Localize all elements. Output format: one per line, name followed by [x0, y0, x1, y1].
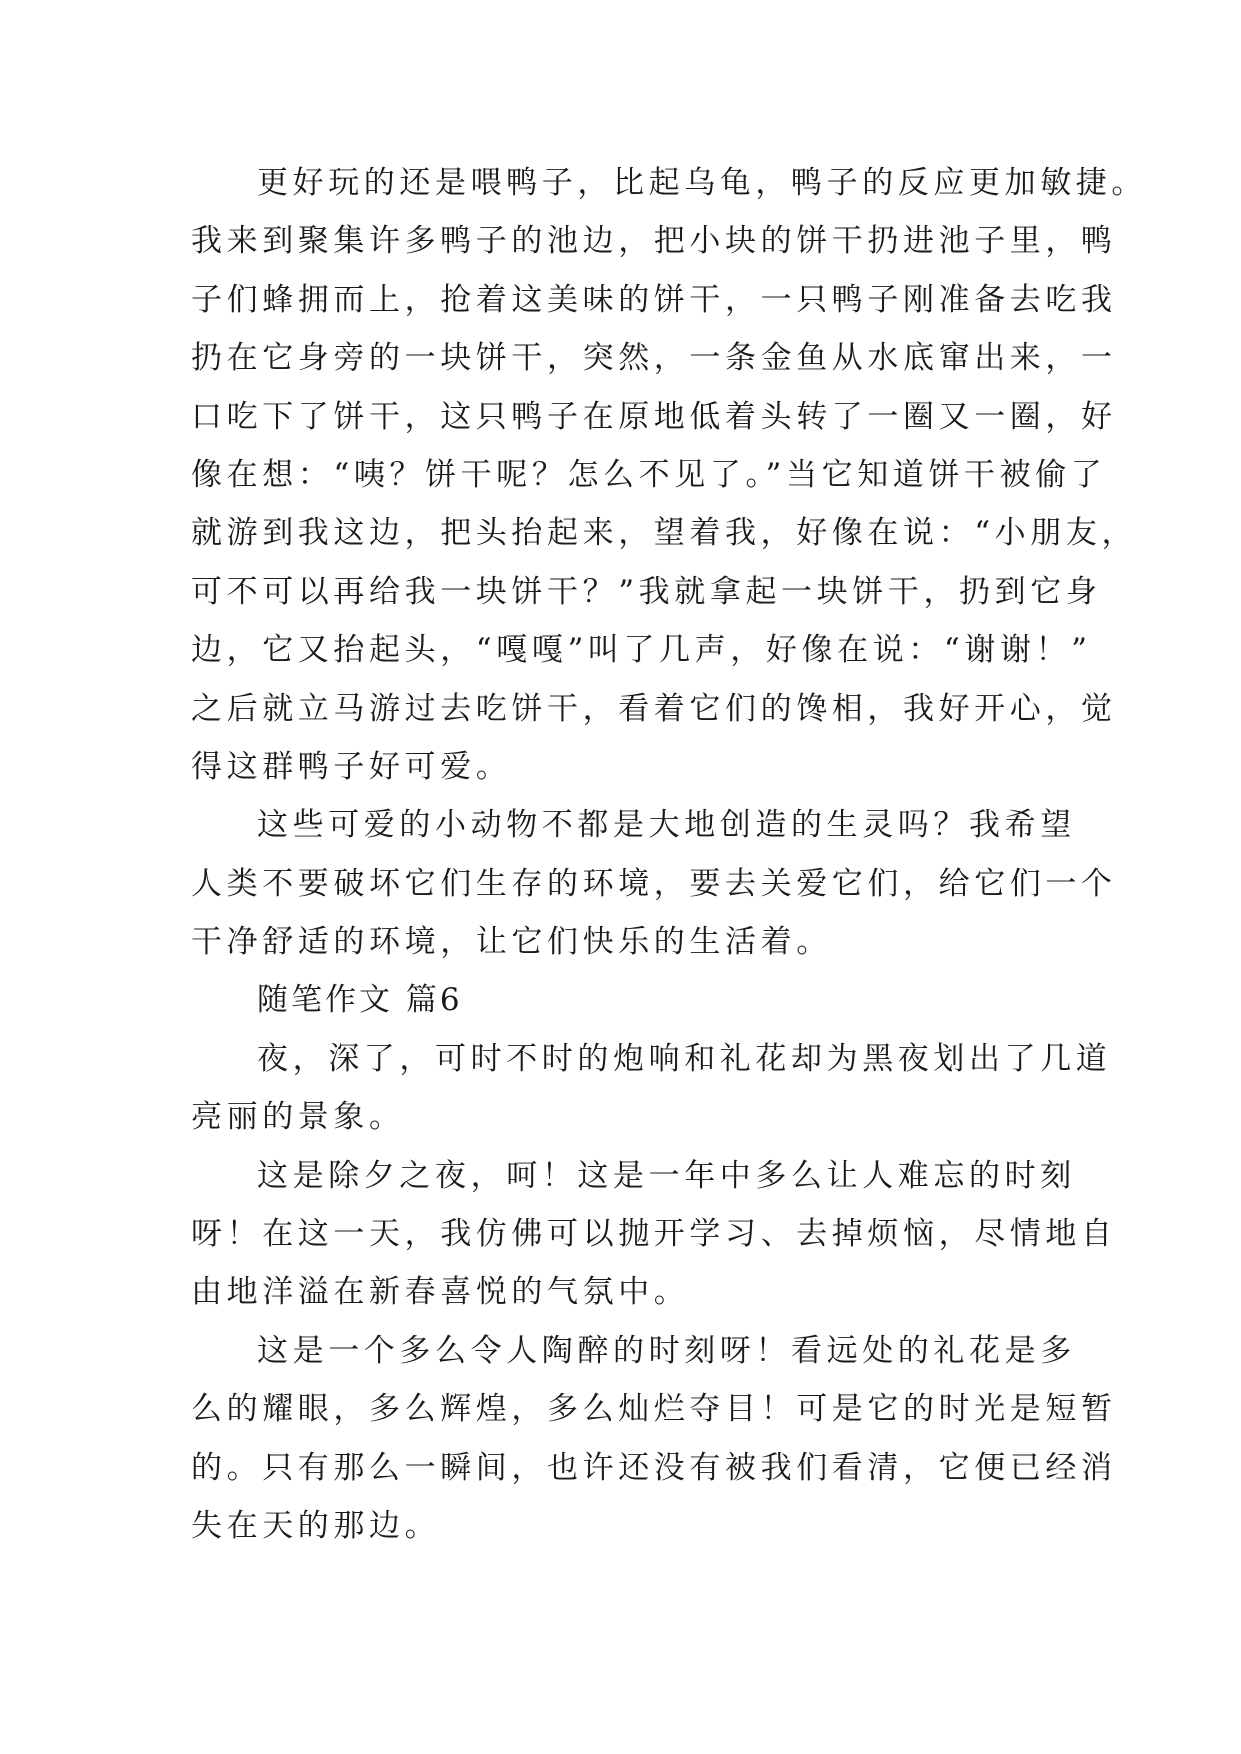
paragraph-line: 失在天的那边。	[191, 1507, 441, 1544]
paragraph-line: 可不可以再给我一块饼干？”我就拿起一块饼干，扔到它身	[191, 573, 1102, 610]
paragraph-line: 子们蜂拥而上，抢着这美味的饼干，一只鸭子刚准备去吃我	[191, 281, 1117, 318]
paragraph-line: 么的耀眼，多么辉煌，多么灿烂夺目！可是它的时光是短暂	[191, 1391, 1117, 1428]
paragraph-line: 更好玩的还是喂鸭子，比起乌龟，鸭子的反应更加敏捷。	[257, 165, 1147, 201]
paragraph-line: 由地洋溢在新春喜悦的气氛中。	[191, 1274, 690, 1311]
paragraph-line: 就游到我这边，把头抬起来，望着我，好像在说：“小朋友，	[191, 515, 1138, 552]
paragraph-line: 亮丽的景象。	[191, 1099, 405, 1136]
paragraph-line: 像在想：“咦？饼干呢？怎么不见了。”当它知道饼干被偷了	[191, 456, 1107, 493]
paragraph-line: 干净舒适的环境，让它们快乐的生活着。	[191, 924, 832, 961]
paragraph-line: 人类不要破坏它们生存的环境，要去关爱它们，给它们一个	[191, 865, 1117, 902]
paragraph-line: 的。只有那么一瞬间，也许还没有被我们看清，它便已经消	[191, 1449, 1117, 1486]
paragraph-line: 口吃下了饼干，这只鸭子在原地低着头转了一圈又一圈，好	[191, 398, 1117, 435]
paragraph-line: 扔在它身旁的一块饼干，突然，一条金鱼从水底窜出来，一	[191, 340, 1117, 377]
section-heading: 随笔作文 篇6	[257, 982, 463, 1019]
paragraph-line: 边，它又抬起头，“嘎嘎”叫了几声，好像在说：“谢谢！”	[191, 632, 1092, 669]
paragraph-line: 呀！在这一天，我仿佛可以抛开学习、去掉烦恼，尽情地自	[191, 1216, 1117, 1253]
paragraph-line: 得这群鸭子好可爱。	[191, 748, 512, 785]
paragraph-line: 这是一个多么令人陶醉的时刻呀！看远处的礼花是多	[257, 1332, 1076, 1369]
document-body	[191, 154, 1147, 1555]
paragraph-line: 这是除夕之夜，呵！这是一年中多么让人难忘的时刻	[257, 1157, 1076, 1194]
paragraph-line: 这些可爱的小动物不都是大地创造的生灵吗？我希望	[257, 807, 1076, 844]
paragraph-line: 之后就立马游过去吃饼干，看着它们的馋相，我好开心，觉	[191, 690, 1117, 727]
paragraph-line: 我来到聚集许多鸭子的池边，把小块的饼干扔进池子里，鸭	[191, 223, 1117, 260]
paragraph-line: 夜，深了，可时不时的炮响和礼花却为黑夜划出了几道	[257, 1040, 1112, 1077]
